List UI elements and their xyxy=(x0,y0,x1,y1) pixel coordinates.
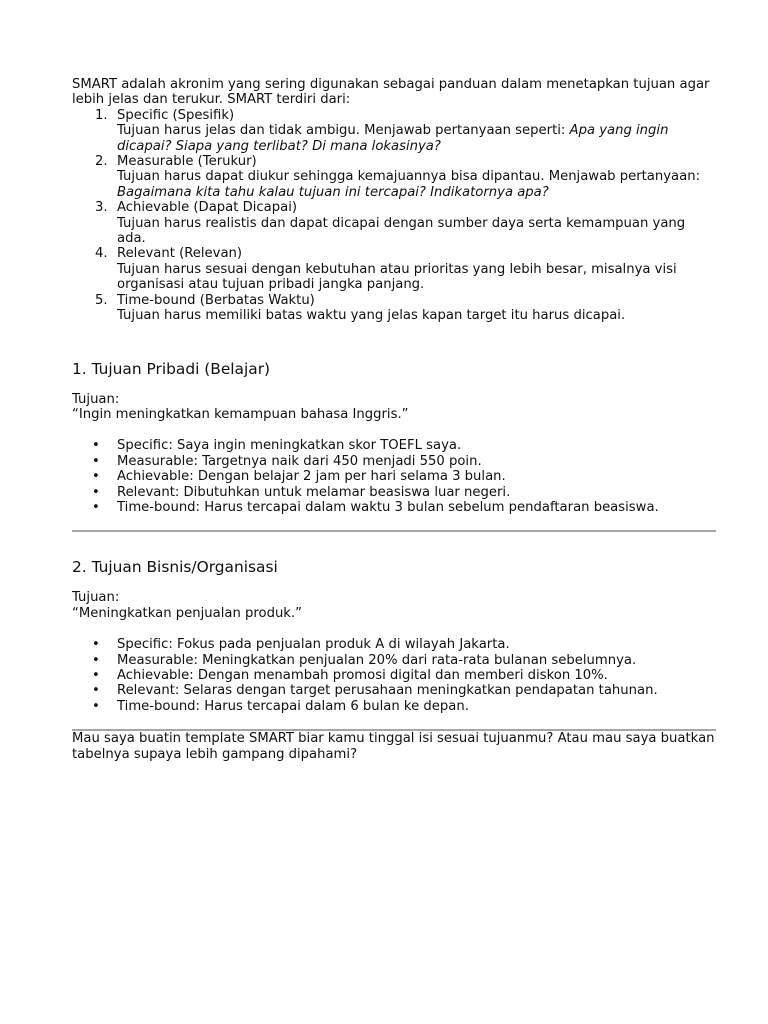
goal-block xyxy=(72,392,716,423)
list-item xyxy=(72,438,716,453)
criteria-title: Relevant (Relevan) xyxy=(117,246,243,262)
criteria-description: Tujuan harus realistis dan dapat dicapai dengan sumber daya serta kemampuan yang ada. xyxy=(117,215,686,247)
personal-goal-section xyxy=(72,360,716,533)
bullet-icon: • xyxy=(92,438,100,454)
goal-breakdown-list xyxy=(72,438,716,515)
criteria-description xyxy=(117,123,716,154)
bullet-icon: • xyxy=(92,698,100,714)
list-item xyxy=(72,454,716,469)
bullet-icon: • xyxy=(92,469,100,485)
criteria-title: Time-bound (Berbatas Waktu) xyxy=(117,292,315,308)
criteria-number: 2. xyxy=(95,154,108,170)
list-item-text: Measurable: Meningkatkan penjualan 20% dari rata-rata bulanan sebelumnya. xyxy=(117,652,637,668)
criteria-title: Specific (Spesifik) xyxy=(117,107,235,123)
list-item xyxy=(72,469,716,484)
intro-paragraph: SMART adalah akronim yang sering digunakan sebagai panduan dalam menetapkan tujuan agar lebih jelas dan terukur. SMART terdiri dari: xyxy=(72,77,710,108)
list-item-text: Relevant: Dibutuhkan untuk melamar beasiswa luar negeri. xyxy=(117,484,511,500)
criteria-item-achievable xyxy=(72,200,716,246)
criteria-title: Achievable (Dapat Dicapai) xyxy=(117,200,298,216)
criteria-item-time-bound xyxy=(72,293,716,324)
list-item-text: Relevant: Selaras dengan target perusahaan meningkatkan pendapatan tahunan. xyxy=(117,683,658,699)
bullet-icon: • xyxy=(92,652,100,668)
list-item-text: Measurable: Targetnya naik dari 450 menjadi 550 poin. xyxy=(117,453,482,469)
list-item-text: Achievable: Dengan menambah promosi digital dan memberi diskon 10%. xyxy=(117,667,608,683)
section-divider xyxy=(72,530,716,532)
list-item-text: Time-bound: Harus tercapai dalam 6 bulan ke depan. xyxy=(117,698,469,714)
list-item xyxy=(72,653,716,668)
bullet-icon: • xyxy=(92,453,100,469)
bullet-icon: • xyxy=(92,667,100,683)
closing-question: Mau saya buatin template SMART biar kamu tinggal isi sesuai tujuanmu? Atau mau saya buatkan tabelnya supaya lebih gampang dipahami? xyxy=(72,731,715,762)
criteria-description-text: Tujuan harus jelas dan tidak ambigu. Menjawab pertanyaan seperti: xyxy=(117,123,570,139)
list-item xyxy=(72,500,716,515)
list-item xyxy=(72,637,716,652)
list-item-text: Achievable: Dengan belajar 2 jam per hari selama 3 bulan. xyxy=(117,469,506,485)
list-item-text: Specific: Fokus pada penjualan produk A di wilayah Jakarta. xyxy=(117,637,510,653)
list-item xyxy=(72,699,716,714)
smart-criteria-list xyxy=(72,108,716,324)
criteria-number: 5. xyxy=(95,292,108,308)
bullet-icon: • xyxy=(92,499,100,515)
list-item-text: Specific: Saya ingin meningkatkan skor TOEFL saya. xyxy=(117,438,462,454)
criteria-description: Tujuan harus memiliki batas waktu yang jelas kapan target itu harus dicapai. xyxy=(117,308,626,324)
bullet-icon: • xyxy=(92,683,100,699)
list-item xyxy=(72,485,716,500)
criteria-description xyxy=(117,169,716,200)
criteria-description-questions: Apa yang ingin dicapai? Siapa yang terlibat? Di mana lokasinya? xyxy=(117,123,669,154)
list-item xyxy=(72,683,716,698)
criteria-description-text: Tujuan harus dapat diukur sehingga kemajuannya bisa dipantau. Menjawab pertanyaan: xyxy=(117,169,701,185)
criteria-number: 3. xyxy=(95,200,108,216)
document-page xyxy=(72,77,716,762)
goal-label: Tujuan: xyxy=(72,391,120,407)
criteria-description: Tujuan harus sesuai dengan kebutuhan atau prioritas yang lebih besar, misalnya visi organisasi atau tujuan pribadi jangka panjang. xyxy=(117,261,677,293)
criteria-number: 1. xyxy=(95,107,108,123)
goal-text: “Meningkatkan penjualan produk.” xyxy=(72,605,302,621)
goal-breakdown-list xyxy=(72,637,716,714)
goal-label: Tujuan: xyxy=(72,590,120,606)
section-heading: 2. Tujuan Bisnis/Organisasi xyxy=(72,558,278,577)
criteria-item-measurable xyxy=(72,154,716,200)
section-heading: 1. Tujuan Pribadi (Belajar) xyxy=(72,359,271,378)
goal-text: “Ingin meningkatkan kemampuan bahasa Inggris.” xyxy=(72,406,409,422)
goal-block xyxy=(72,590,716,621)
list-item-text: Time-bound: Harus tercapai dalam waktu 3 bulan sebelum pendaftaran beasiswa. xyxy=(117,499,659,515)
criteria-number: 4. xyxy=(95,246,108,262)
criteria-item-specific xyxy=(72,108,716,154)
list-item xyxy=(72,668,716,683)
criteria-description-questions: Bagaimana kita tahu kalau tujuan ini tercapai? Indikatornya apa? xyxy=(117,184,549,200)
criteria-item-relevant xyxy=(72,246,716,292)
business-goal-section xyxy=(72,558,716,731)
criteria-title: Measurable (Terukur) xyxy=(117,154,257,170)
bullet-icon: • xyxy=(92,484,100,500)
bullet-icon: • xyxy=(92,637,100,653)
